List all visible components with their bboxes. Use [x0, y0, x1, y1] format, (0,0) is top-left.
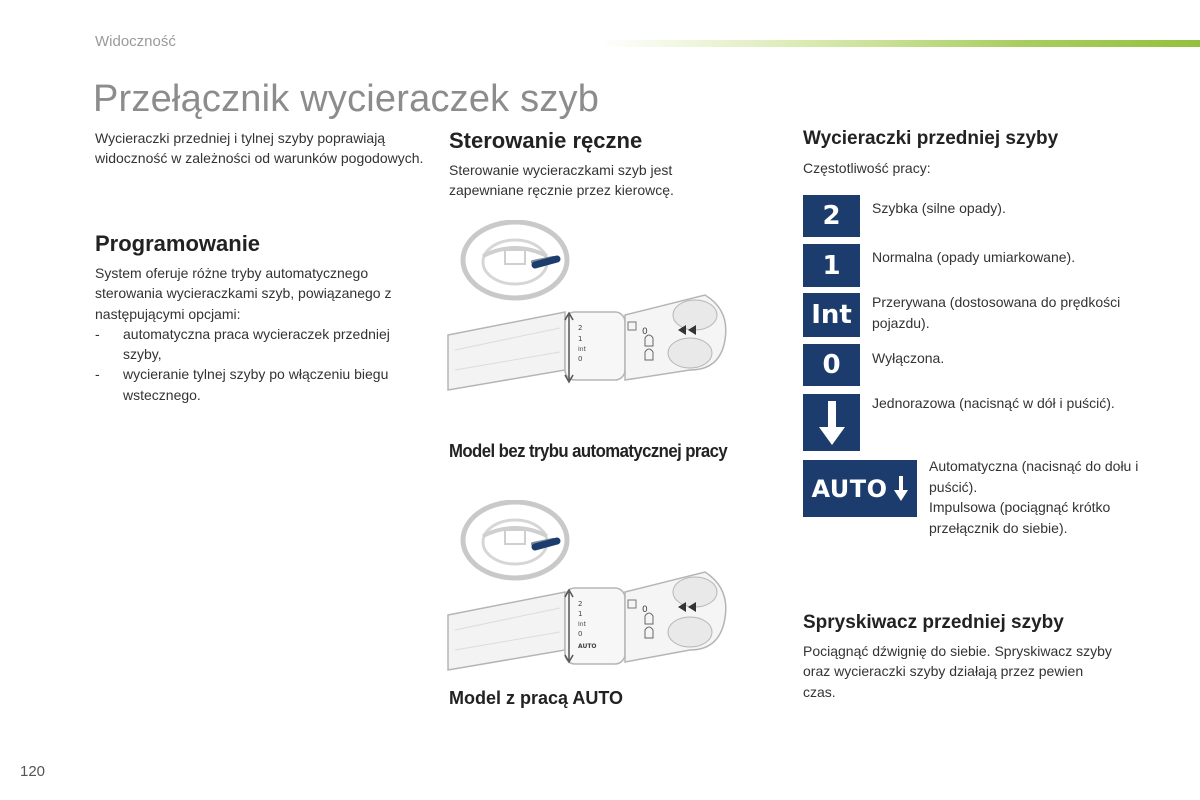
mode-text-normal: Normalna (opady umiarkowane). [872, 249, 1076, 265]
arrow-down-icon [893, 475, 909, 503]
wiper-lever-illustration-auto [445, 500, 730, 680]
mode-text-intermittent: Przerywana (dostosowana do prędkości pojazdu). [872, 294, 1121, 331]
model-caption-auto: Model z pracą AUTO [449, 688, 624, 708]
lever-label-2: 2 [578, 324, 583, 332]
lever-label-0: 0 [578, 630, 583, 638]
mode-text-off: Wyłączona. [872, 350, 945, 366]
manual-heading: Sterowanie ręczne [449, 128, 643, 153]
rear-label-0: 0 [642, 327, 648, 337]
intro-text: Wycieraczki przedniej i tylnej szyby poprawiają widoczność w zależności od warunków pogodowych. [95, 130, 424, 167]
lever-label-0: 0 [578, 355, 583, 363]
mode-text-fast: Szybka (silne opady). [872, 200, 1006, 216]
lever-label-int: Int [578, 346, 586, 353]
mode-text-single-wipe: Jednorazowa (nacisnąć w dół i puścić). [872, 395, 1115, 411]
auto-label: AUTO [811, 474, 888, 503]
header-accent-bar [600, 40, 1200, 47]
page-number: 120 [20, 763, 46, 780]
lever-label-1: 1 [578, 335, 583, 343]
washer-heading: Spryskiwacz przedniej szyby [803, 612, 1064, 633]
programming-text [95, 263, 425, 405]
programming-list [95, 324, 425, 405]
mode-icon-normal: 1 [803, 244, 860, 287]
page-title: Przełącznik wycieraczek szyb [93, 78, 600, 120]
lever-label-1: 1 [578, 610, 583, 618]
mode-icon-intermittent: Int [803, 293, 860, 337]
wiper-lever [448, 572, 726, 670]
mode-icon-auto [803, 460, 917, 517]
lever-label-2: 2 [578, 600, 583, 608]
programming-heading: Programowanie [95, 231, 261, 256]
mode-text-pulse-line: Impulsowa (pociągnąć krótko przełącznik do siebie). [929, 499, 1111, 536]
section-label: Widoczność [95, 33, 176, 50]
list-item: - wycieranie tylnej szyby po włączeniu biegu wstecznego. [95, 364, 425, 405]
programming-description: System oferuje różne tryby automatycznego sterowania wycieraczkami szyb, powiązanego z następującymi opcjami: [95, 265, 392, 322]
washer-text: Pociągnąć dźwignię do siebie. Spryskiwacz szyby oraz wycieraczki szyby działają przez pewien czas. [803, 643, 1112, 700]
mode-text-auto [929, 456, 1139, 538]
wiper-lever-illustration-manual [445, 220, 730, 395]
mode-icon-off: 0 [803, 344, 860, 386]
lever-label-auto: AUTO [578, 643, 597, 650]
lever-label-int: Int [578, 621, 586, 628]
front-wipers-subheading: Częstotliwość pracy: [803, 160, 931, 176]
rear-label-0: 0 [642, 605, 648, 615]
arrow-down-icon [803, 394, 860, 451]
mode-text-auto-line: Automatyczna (nacisnąć do dołu i puścić). [929, 458, 1139, 495]
manual-text: Sterowanie wycieraczkami szyb jest zapewniane ręcznie przez kierowcę. [449, 162, 674, 199]
front-wipers-heading: Wycieraczki przedniej szyby [803, 128, 1059, 149]
model-caption-manual: Model bez trybu automatycznej pracy [449, 441, 728, 461]
mode-icon-fast: 2 [803, 195, 860, 237]
wiper-lever [448, 295, 726, 390]
list-item: - automatyczna praca wycieraczek przedniej szyby, [95, 324, 425, 365]
